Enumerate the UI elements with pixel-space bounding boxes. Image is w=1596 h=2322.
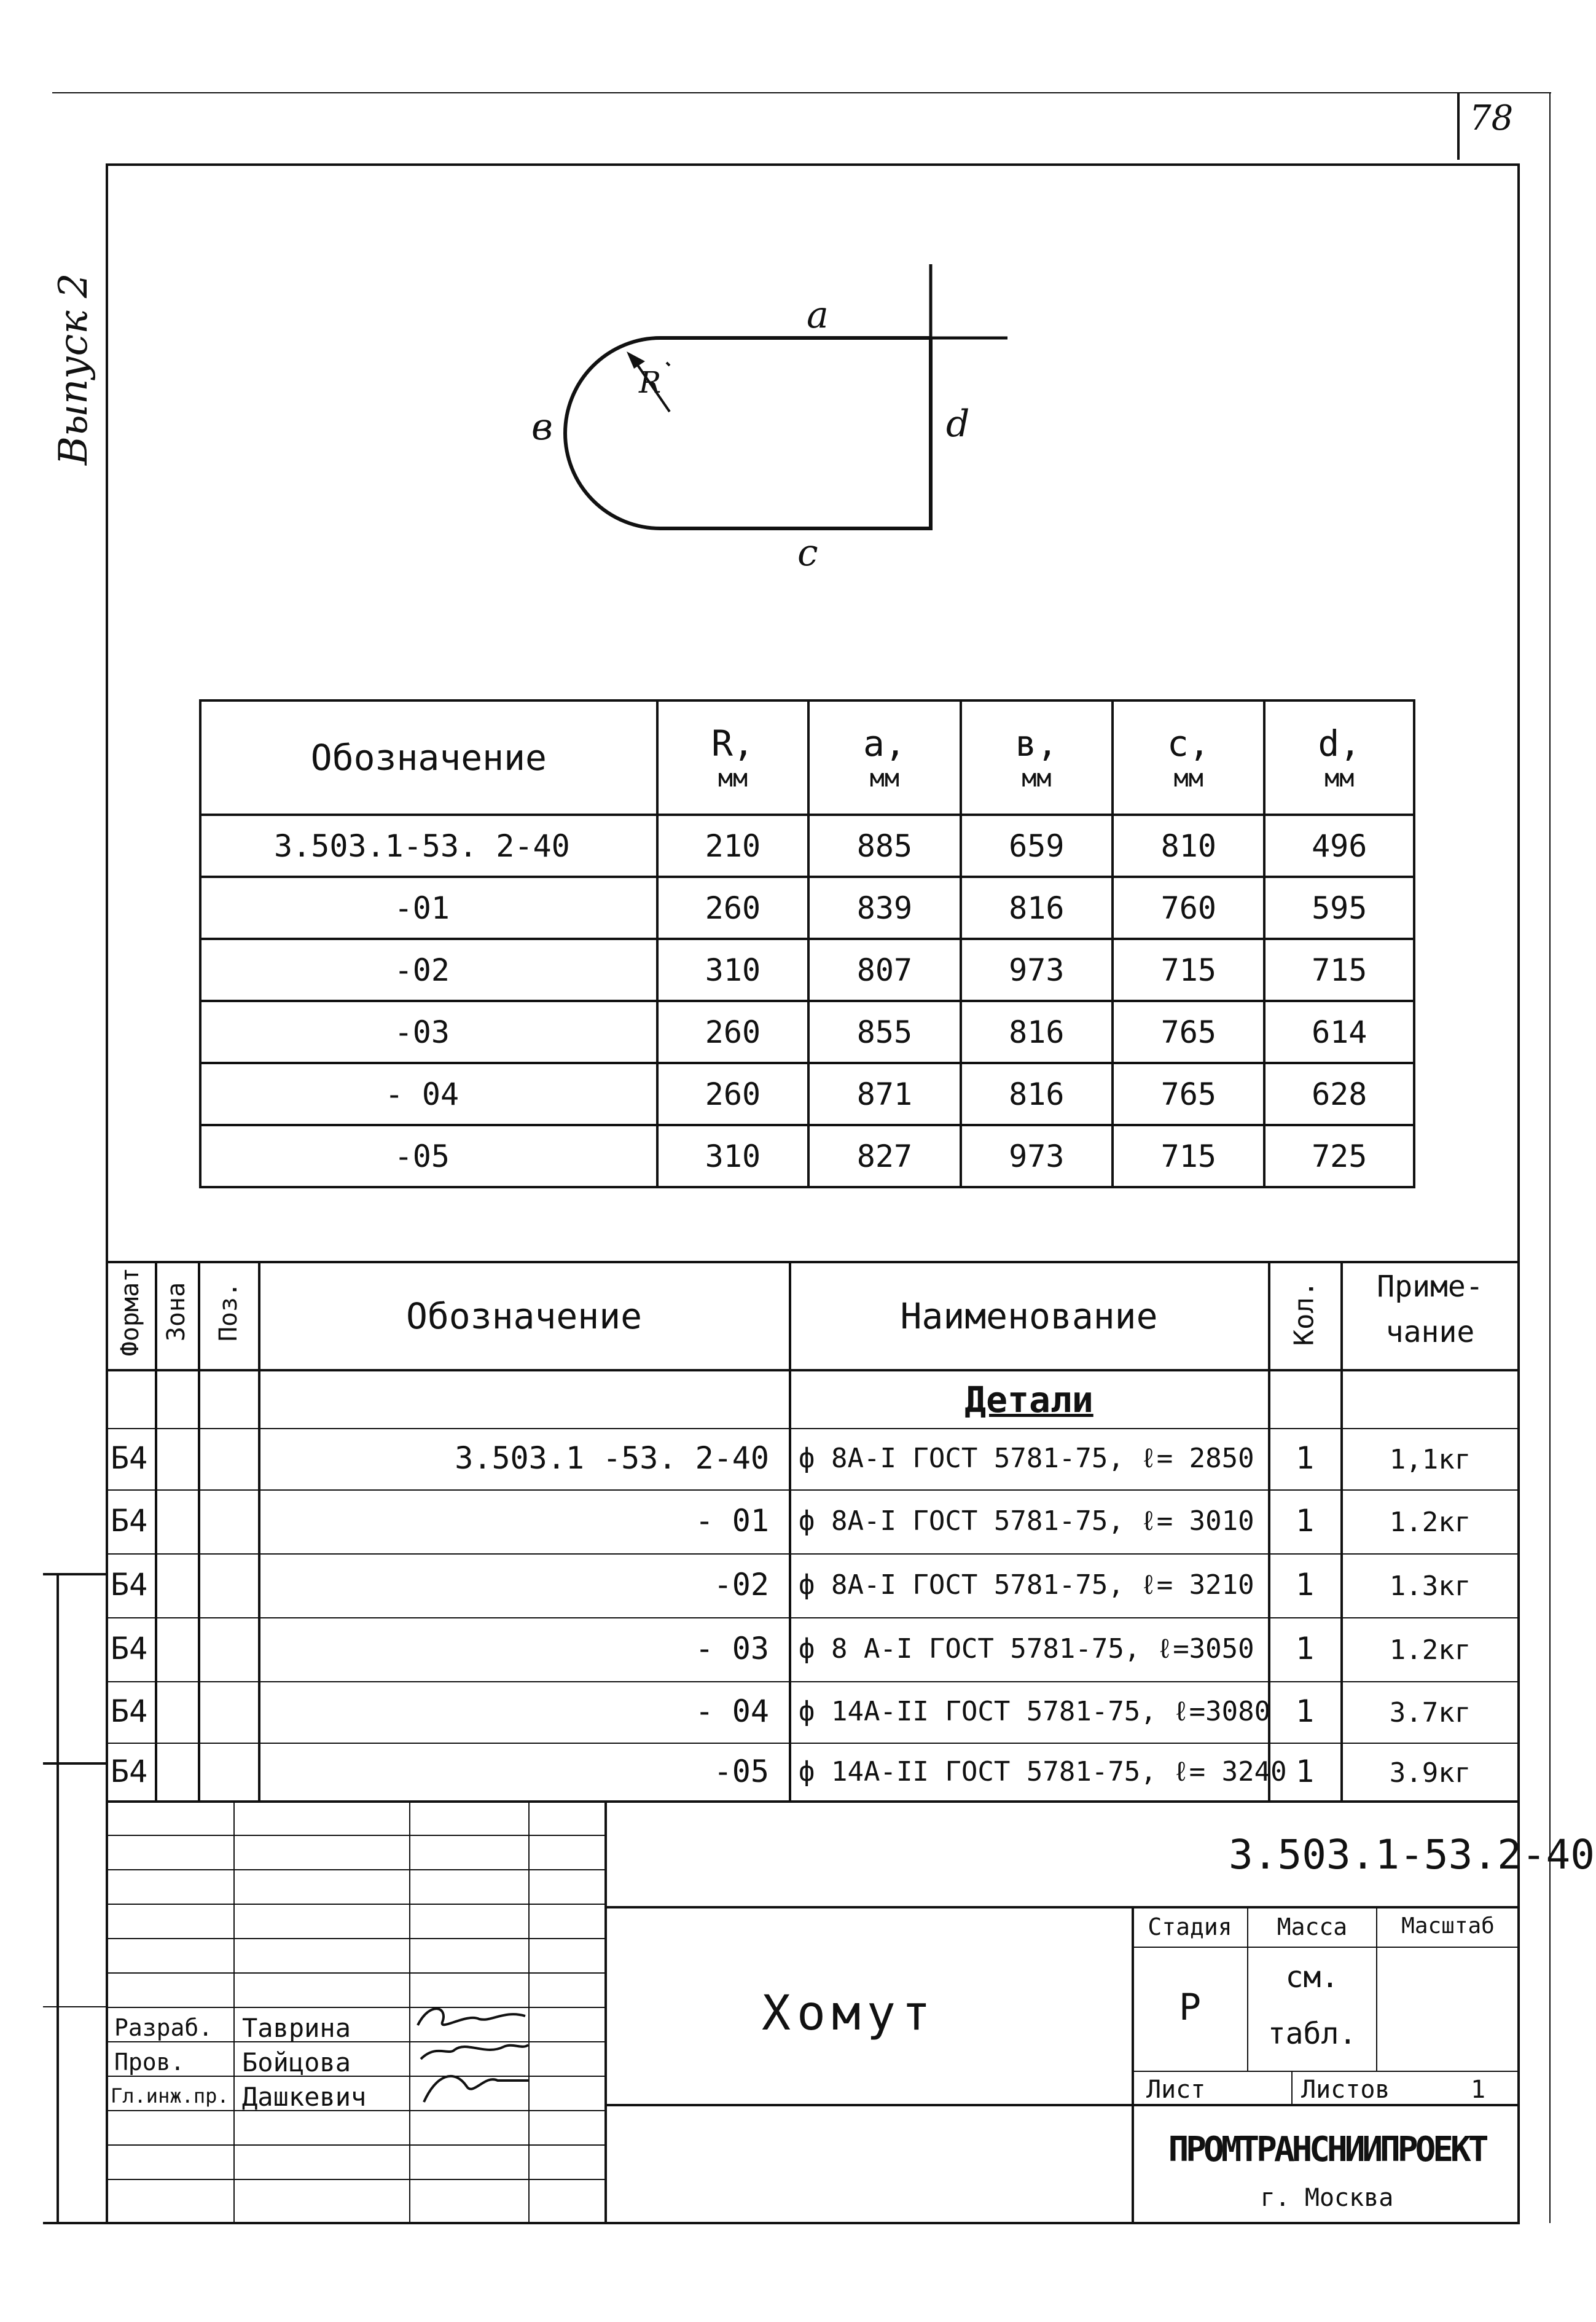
spec-format: Б4 bbox=[111, 1503, 148, 1539]
spec-note: 1.2кг bbox=[1389, 1634, 1471, 1666]
spec-row-line bbox=[106, 1489, 1519, 1491]
signature-1 bbox=[418, 2009, 525, 2025]
dims-header-b: в, мм bbox=[961, 700, 1113, 815]
vypusk-label: Выпуск 2 bbox=[51, 273, 96, 465]
dims-cell: 310 bbox=[657, 1125, 808, 1187]
top-rule bbox=[52, 92, 1551, 93]
sheet-number: 78 bbox=[1469, 98, 1514, 138]
dims-cell: 885 bbox=[808, 815, 960, 877]
tb-row bbox=[106, 1972, 604, 1974]
tb-row bbox=[106, 2179, 604, 2180]
spec-format: Б4 bbox=[111, 1440, 148, 1476]
spec-header-designation: Обозначение bbox=[405, 1295, 643, 1337]
spec-bottom-line bbox=[106, 1800, 1519, 1803]
tb-row bbox=[106, 1869, 604, 1870]
sheets-label: Листов bbox=[1301, 2076, 1390, 2104]
spec-section-title: Детали bbox=[964, 1379, 1093, 1421]
frame-bottom bbox=[43, 2222, 1520, 2224]
spec-header-pos: Поз. bbox=[214, 1282, 243, 1342]
spec-col-line bbox=[198, 1261, 200, 1802]
sign-name: Таврина bbox=[242, 2013, 351, 2043]
tb-right-col bbox=[1247, 1906, 1248, 2071]
spec-qty: 1 bbox=[1295, 1503, 1315, 1539]
side-mark bbox=[43, 1573, 107, 1575]
dims-cell: 973 bbox=[961, 939, 1113, 1001]
dims-cell: 816 bbox=[961, 1063, 1113, 1125]
dims-cell: 715 bbox=[1113, 1125, 1264, 1187]
dims-cell: 496 bbox=[1264, 815, 1414, 877]
dims-cell-designation: -01 bbox=[200, 877, 657, 939]
dims-cell: 725 bbox=[1264, 1125, 1414, 1187]
dims-cell-designation: - 04 bbox=[200, 1063, 657, 1125]
spec-row-line bbox=[106, 1553, 1519, 1555]
spec-designation: - 03 bbox=[695, 1631, 769, 1666]
sign-role: Разраб. bbox=[114, 2014, 213, 2041]
spec-row-line bbox=[106, 1617, 1519, 1618]
spec-qty: 1 bbox=[1295, 1631, 1315, 1666]
tb-right-row bbox=[604, 2104, 1519, 2106]
spec-name: ф 8 A-I ГОСТ 5781-75, ℓ=3050 bbox=[799, 1633, 1254, 1665]
dims-header-row bbox=[200, 700, 1414, 815]
tb-right-row bbox=[604, 1906, 1519, 1908]
dims-cell: 715 bbox=[1264, 939, 1414, 1001]
spec-qty: 1 bbox=[1295, 1754, 1315, 1789]
label-c: c bbox=[797, 531, 818, 575]
spec-header-note-1: Приме- bbox=[1377, 1269, 1484, 1304]
dims-cell: 765 bbox=[1113, 1001, 1264, 1063]
dims-cell: 973 bbox=[961, 1125, 1113, 1187]
doc-code: 3.503.1-53.2-40 bbox=[1229, 1831, 1595, 1878]
dims-cell: 595 bbox=[1264, 877, 1414, 939]
frame-top bbox=[106, 163, 1519, 166]
spec-name: ф 14A-II ГОСТ 5781-75, ℓ= 3240 bbox=[799, 1756, 1287, 1787]
spec-note: 3.9кг bbox=[1389, 1757, 1471, 1789]
side-mark-vertical bbox=[57, 1573, 59, 2222]
stage-label: Стадия bbox=[1148, 1913, 1232, 1940]
spec-format: Б4 bbox=[111, 1631, 148, 1666]
spec-top-line bbox=[106, 1261, 1519, 1263]
clamp-outline bbox=[565, 338, 931, 528]
spec-name: ф 8A-I ГОСТ 5781-75, ℓ= 2850 bbox=[799, 1443, 1254, 1474]
spec-row-line bbox=[106, 1681, 1519, 1682]
spec-designation: -02 bbox=[713, 1567, 769, 1602]
sheet-number-box-left bbox=[1457, 92, 1460, 160]
tb-right-row bbox=[1132, 1947, 1519, 1948]
stage-value: Р bbox=[1178, 1986, 1202, 2029]
tb-right-col bbox=[1291, 2071, 1293, 2104]
dims-cell: 260 bbox=[657, 1001, 808, 1063]
dims-cell: 816 bbox=[961, 1001, 1113, 1063]
dims-cell: 816 bbox=[961, 877, 1113, 939]
spec-note: 1,1кг bbox=[1389, 1444, 1471, 1475]
tb-row bbox=[106, 1938, 604, 1939]
dims-cell: 760 bbox=[1113, 877, 1264, 939]
spec-header-zone: Зона bbox=[162, 1282, 190, 1342]
spec-note: 1.2кг bbox=[1389, 1507, 1471, 1538]
dims-cell: 210 bbox=[657, 815, 808, 877]
table-row bbox=[200, 1125, 1414, 1187]
mass-label: Масса bbox=[1277, 1913, 1348, 1940]
organization: ПРОМТРАНСНИИПРОЕКТ bbox=[1168, 2130, 1486, 2170]
dims-cell: 855 bbox=[808, 1001, 960, 1063]
dims-cell: 260 bbox=[657, 1063, 808, 1125]
table-row bbox=[200, 877, 1414, 939]
dims-cell: 765 bbox=[1113, 1063, 1264, 1125]
signature-3 bbox=[424, 2076, 528, 2102]
spec-header-name: Наименование bbox=[900, 1295, 1158, 1337]
dims-header-a: a, мм bbox=[808, 700, 960, 815]
tb-right-col bbox=[1132, 1906, 1134, 2222]
dims-header-designation: Обозначение bbox=[200, 700, 657, 815]
signature-2 bbox=[421, 2045, 528, 2059]
spec-name: ф 8A-I ГОСТ 5781-75, ℓ= 3210 bbox=[799, 1569, 1254, 1601]
tb-row bbox=[106, 1835, 604, 1836]
spec-format: Б4 bbox=[111, 1754, 148, 1789]
doc-title: Хомут bbox=[762, 1986, 937, 2041]
label-d: d bbox=[946, 402, 970, 445]
side-mark bbox=[43, 2006, 107, 2007]
spec-name: ф 8A-I ГОСТ 5781-75, ℓ= 3010 bbox=[799, 1505, 1254, 1537]
dims-cell: 871 bbox=[808, 1063, 960, 1125]
table-row bbox=[200, 815, 1414, 877]
dims-cell: 659 bbox=[961, 815, 1113, 877]
dims-cell: 807 bbox=[808, 939, 960, 1001]
side-mark bbox=[43, 1762, 107, 1765]
spec-designation: - 04 bbox=[695, 1693, 769, 1729]
tb-right-col bbox=[1376, 1906, 1377, 2071]
dims-cell: 715 bbox=[1113, 939, 1264, 1001]
dims-cell: 810 bbox=[1113, 815, 1264, 877]
spec-header-qty: Кол. bbox=[1288, 1281, 1320, 1346]
spec-format: Б4 bbox=[111, 1567, 148, 1602]
dims-header-d: d, мм bbox=[1264, 700, 1414, 815]
table-row bbox=[200, 1001, 1414, 1063]
spec-qty: 1 bbox=[1295, 1440, 1315, 1476]
signature-scribbles bbox=[412, 1988, 534, 2111]
sign-name: Бойцова bbox=[242, 2047, 351, 2077]
sign-role: Гл.инж.пр. bbox=[111, 2084, 229, 2108]
mass-value-2: табл. bbox=[1267, 2017, 1357, 2051]
spec-row-line bbox=[106, 1428, 1519, 1429]
spec-row-line bbox=[106, 1743, 1519, 1744]
frame-right bbox=[1517, 163, 1520, 2223]
tb-col bbox=[409, 1800, 410, 2222]
tb-col-main bbox=[604, 1800, 607, 2222]
frame-left bbox=[106, 163, 108, 2223]
dims-cell-designation: 3.503.1-53. 2-40 bbox=[200, 815, 657, 877]
dims-cell: 628 bbox=[1264, 1063, 1414, 1125]
dims-header-c: c, мм bbox=[1113, 700, 1264, 815]
table-row bbox=[200, 1063, 1414, 1125]
city: г. Москва bbox=[1260, 2184, 1394, 2212]
spec-note: 3.7кг bbox=[1389, 1697, 1471, 1728]
spec-qty: 1 bbox=[1295, 1567, 1315, 1602]
label-b: в bbox=[531, 406, 553, 449]
sheet-label: Лист bbox=[1146, 2076, 1206, 2104]
spec-format: Б4 bbox=[111, 1693, 148, 1729]
tb-col bbox=[233, 1800, 235, 2222]
tb-row bbox=[106, 2144, 604, 2146]
tb-right-row bbox=[1132, 2071, 1519, 2072]
dims-table bbox=[199, 699, 1415, 1188]
spec-header-bottom bbox=[106, 1369, 1519, 1371]
label-r: R bbox=[639, 366, 662, 400]
mass-value-1: см. bbox=[1285, 1960, 1339, 1994]
spec-designation: 3.503.1 -53. 2-40 bbox=[455, 1440, 769, 1476]
dims-cell: 614 bbox=[1264, 1001, 1414, 1063]
tb-row bbox=[106, 1904, 604, 1905]
sheets-value: 1 bbox=[1471, 2076, 1486, 2104]
frame-right-outer bbox=[1549, 92, 1551, 2223]
spec-name: ф 14A-II ГОСТ 5781-75, ℓ=3080 bbox=[799, 1696, 1271, 1727]
dims-cell: 839 bbox=[808, 877, 960, 939]
dims-cell-designation: -03 bbox=[200, 1001, 657, 1063]
spec-header-format: Формат bbox=[116, 1267, 144, 1357]
dims-header-r: R, мм bbox=[657, 700, 808, 815]
spec-designation: -05 bbox=[713, 1754, 769, 1789]
spec-qty: 1 bbox=[1295, 1693, 1315, 1729]
spec-header-note-2: чание bbox=[1385, 1315, 1475, 1349]
spec-col-line bbox=[155, 1261, 157, 1802]
spec-col-line bbox=[789, 1261, 791, 1802]
table-row bbox=[200, 939, 1414, 1001]
label-a: a bbox=[807, 294, 829, 337]
spec-designation: - 01 bbox=[695, 1503, 769, 1539]
dims-cell: 827 bbox=[808, 1125, 960, 1187]
sign-name: Дашкевич bbox=[242, 2082, 367, 2112]
scale-label: Масштаб bbox=[1401, 1913, 1495, 1939]
radius-line bbox=[667, 363, 670, 366]
dims-cell: 310 bbox=[657, 939, 808, 1001]
dims-cell-designation: -02 bbox=[200, 939, 657, 1001]
dims-cell-designation: -05 bbox=[200, 1125, 657, 1187]
sign-role: Пров. bbox=[114, 2049, 185, 2076]
spec-note: 1.3кг bbox=[1389, 1571, 1471, 1602]
dims-cell: 260 bbox=[657, 877, 808, 939]
